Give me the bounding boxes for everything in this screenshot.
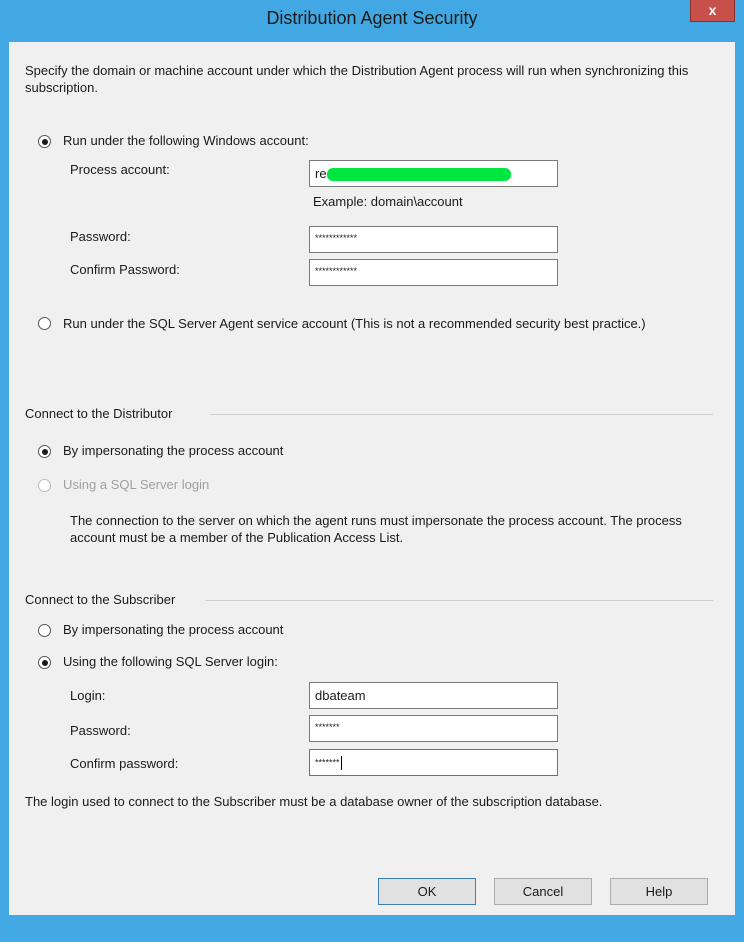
distributor-impersonate-label: By impersonating the process account	[63, 443, 284, 458]
subscriber-confirm-password-input[interactable]	[309, 749, 558, 776]
subscriber-password-input[interactable]	[309, 715, 558, 742]
distributor-note: The connection to the server on which the agent runs must impersonate the process account. The process account must be a member of the Publication Access List.	[70, 513, 682, 545]
password-label: Password:	[70, 229, 131, 244]
close-icon: x	[708, 2, 717, 18]
distributor-group-label: Connect to the Distributor	[25, 406, 173, 421]
process-account-label: Process account:	[70, 162, 170, 177]
process-account-input[interactable]	[309, 160, 558, 187]
text-caret	[341, 756, 342, 770]
radio-distributor-sql-login[interactable]	[38, 479, 51, 492]
subscriber-login-value: dbateam	[315, 688, 366, 703]
confirm-password-input[interactable]	[309, 259, 558, 286]
subscriber-confirm-password-value: *******	[315, 757, 340, 768]
subscriber-password-label: Password:	[70, 723, 131, 738]
help-button[interactable]: Help	[610, 878, 708, 905]
password-input[interactable]	[309, 226, 558, 253]
close-button[interactable]	[690, 0, 735, 22]
sql-agent-account-label: Run under the SQL Server Agent service account (This is not a recommended security best practice.)	[63, 316, 646, 331]
title-bar[interactable]	[0, 0, 744, 42]
subscriber-confirm-password-label: Confirm password:	[70, 756, 179, 771]
confirm-password-value: ************	[315, 266, 358, 276]
radio-distributor-impersonate[interactable]	[38, 445, 51, 458]
radio-windows-account[interactable]	[38, 135, 51, 148]
password-value: ************	[315, 233, 358, 243]
redaction-mark	[327, 168, 511, 181]
subscriber-note: The login used to connect to the Subscriber must be a database owner of the subscription database.	[25, 794, 603, 809]
subscriber-impersonate-label: By impersonating the process account	[63, 622, 284, 637]
dialog-title: Distribution Agent Security	[266, 8, 478, 28]
radio-subscriber-sql-login[interactable]	[38, 656, 51, 669]
ok-button[interactable]: OK	[378, 878, 476, 905]
windows-account-label: Run under the following Windows account:	[63, 133, 309, 148]
subscriber-group-label: Connect to the Subscriber	[25, 592, 176, 607]
radio-sql-agent-account[interactable]	[38, 317, 51, 330]
dialog-body	[9, 42, 735, 915]
intro-text: Specify the domain or machine account under which the Distribution Agent process will run when synchronizing this subscription.	[25, 63, 689, 95]
process-account-value: re	[315, 166, 327, 181]
subscriber-sql-login-label: Using the following SQL Server login:	[63, 654, 278, 669]
distributor-group-divider	[210, 414, 713, 415]
account-example-text: Example: domain\account	[313, 194, 463, 209]
subscriber-login-label: Login:	[70, 688, 106, 703]
cancel-button[interactable]: Cancel	[494, 878, 592, 905]
distributor-sql-login-label: Using a SQL Server login	[63, 477, 210, 492]
subscriber-login-input[interactable]	[309, 682, 558, 709]
subscriber-password-value: *******	[315, 722, 340, 732]
subscriber-group-divider	[205, 600, 713, 601]
radio-subscriber-impersonate[interactable]	[38, 624, 51, 637]
confirm-password-label: Confirm Password:	[70, 262, 180, 277]
